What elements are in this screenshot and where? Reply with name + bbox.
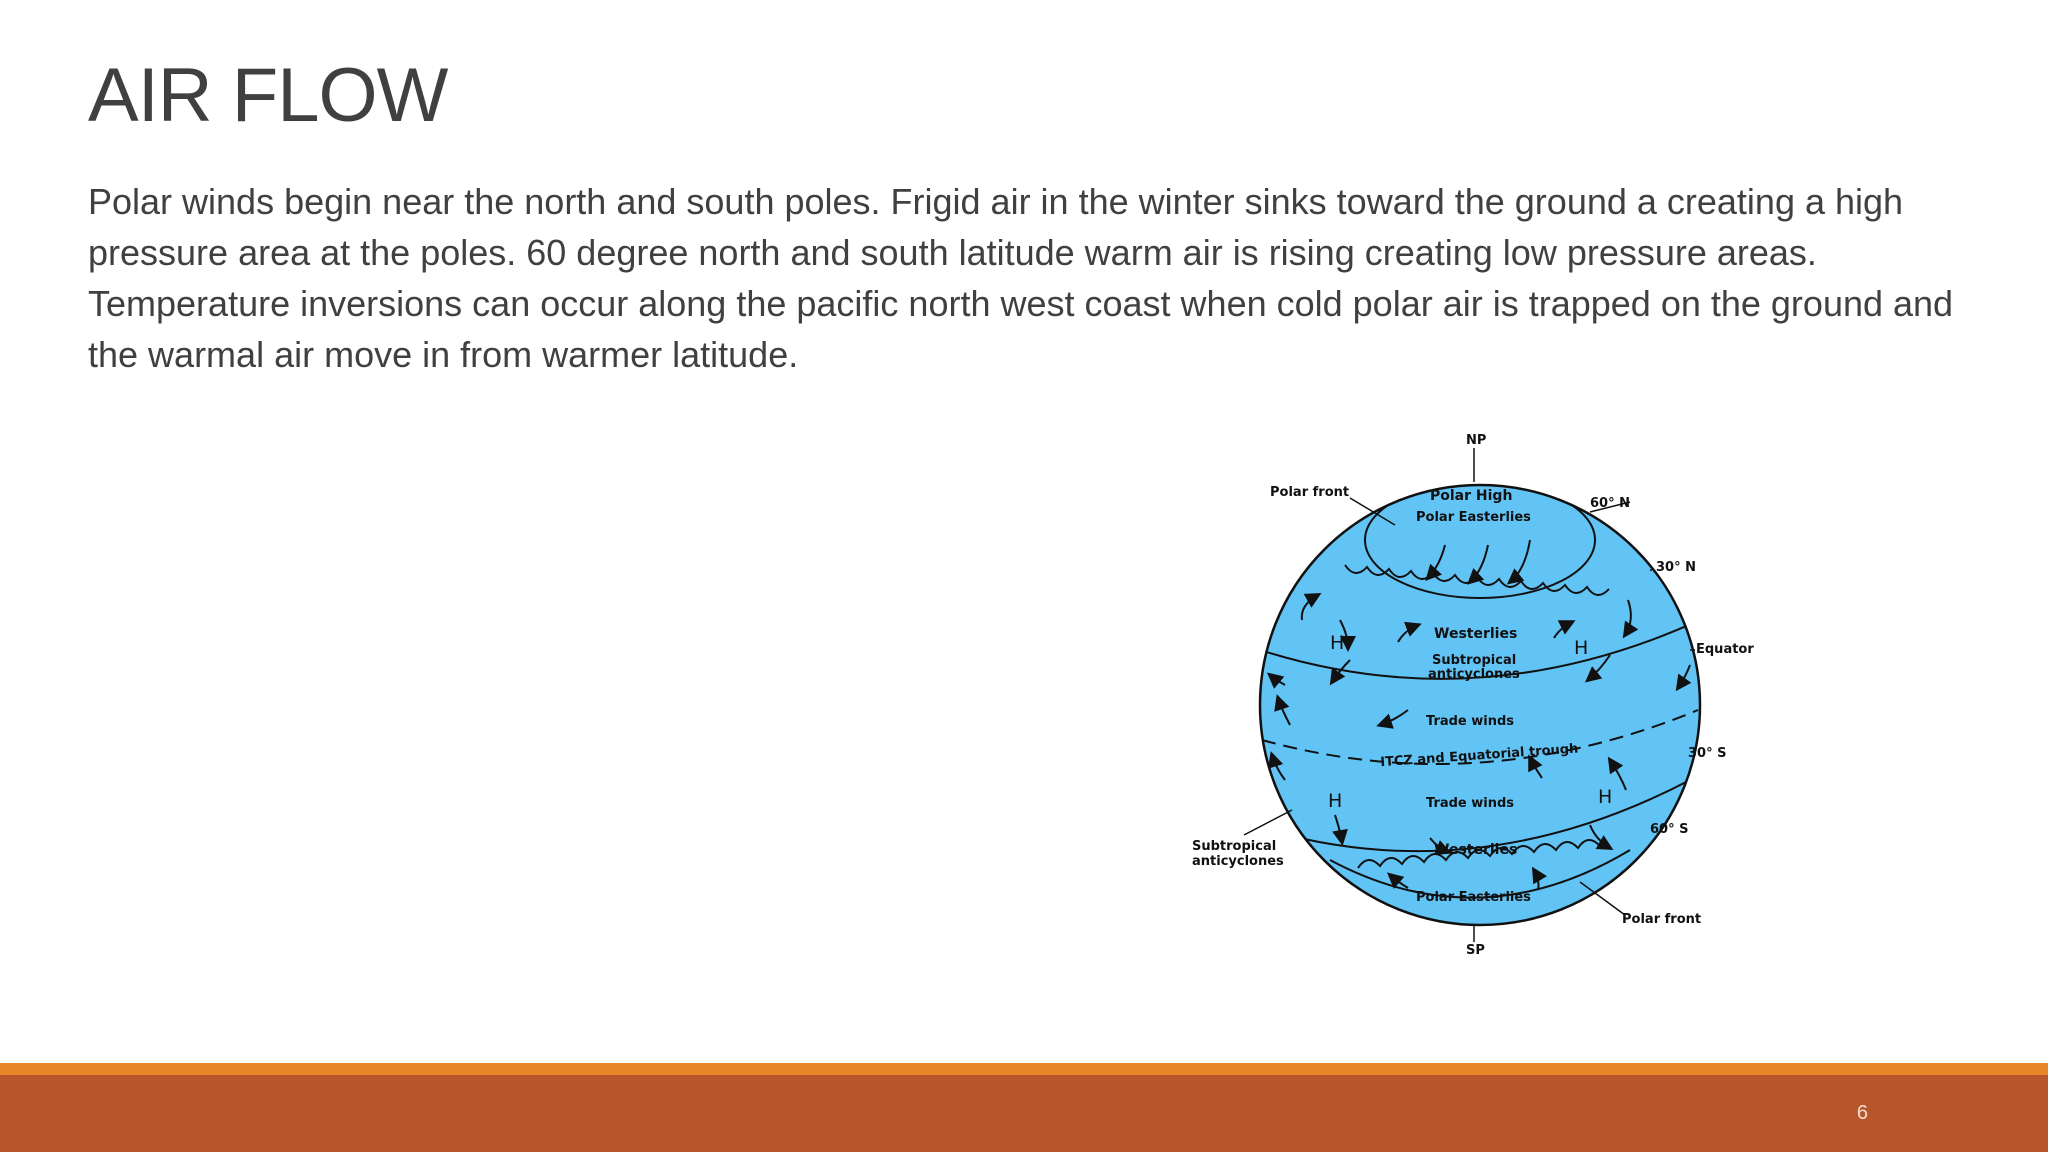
high-pressure-symbol: H	[1330, 632, 1345, 654]
page-number: 6	[1856, 1102, 1868, 1124]
label-trade-winds-bottom: Trade winds	[1426, 796, 1515, 811]
label-equator: Equator	[1696, 642, 1754, 657]
high-pressure-symbol: H	[1598, 786, 1613, 808]
label-polar-high: Polar High	[1430, 488, 1513, 504]
label-polar-front-top: Polar front	[1270, 485, 1350, 500]
label-subtropical-top: Subtropical	[1432, 653, 1517, 668]
label-60n: 60° N	[1590, 496, 1630, 511]
leader-line	[1244, 810, 1292, 835]
slide-title: AIR FLOW	[88, 53, 448, 138]
high-pressure-symbol: H	[1328, 790, 1343, 812]
label-np: NP	[1466, 433, 1487, 448]
label-subtropical-bottom: Subtropical	[1192, 839, 1277, 854]
label-sp: SP	[1466, 943, 1485, 958]
label-polar-easterlies-bottom: Polar Easterlies	[1416, 890, 1531, 905]
global-air-circulation-diagram	[1180, 420, 1800, 980]
label-60s: 60° S	[1650, 822, 1689, 837]
label-30s: 30° S	[1688, 746, 1727, 761]
footer-accent-strip	[0, 1063, 2048, 1075]
label-trade-winds-top: Trade winds	[1426, 714, 1515, 729]
slide-body-text: Polar winds begin near the north and south poles. Frigid air in the winter sinks toward the ground a creating a high pressure area at the poles. 60 degree north and south latitude warm air is rising creating low pressure areas. Temperature inversions can occur along the pacific north west coast when cold polar air is trapped on the ground and the warmal air move in from warmer latitude.	[88, 181, 1954, 375]
label-anticyclones-top: anticyclones	[1428, 667, 1520, 682]
label-polar-easterlies-top: Polar Easterlies	[1416, 510, 1531, 525]
label-30n: 30° N	[1656, 560, 1696, 575]
label-anticyclones-bottom: anticyclones	[1192, 854, 1284, 869]
label-westerlies-bottom: Westerlies	[1434, 842, 1518, 858]
globe	[1260, 485, 1700, 925]
label-westerlies-top: Westerlies	[1434, 626, 1518, 642]
footer-bar	[0, 1075, 2048, 1152]
label-polar-front-bottom: Polar front	[1622, 912, 1702, 927]
high-pressure-symbol: H	[1574, 637, 1589, 659]
label-itcz: ITCZ and Equatorial trough	[1379, 741, 1579, 771]
